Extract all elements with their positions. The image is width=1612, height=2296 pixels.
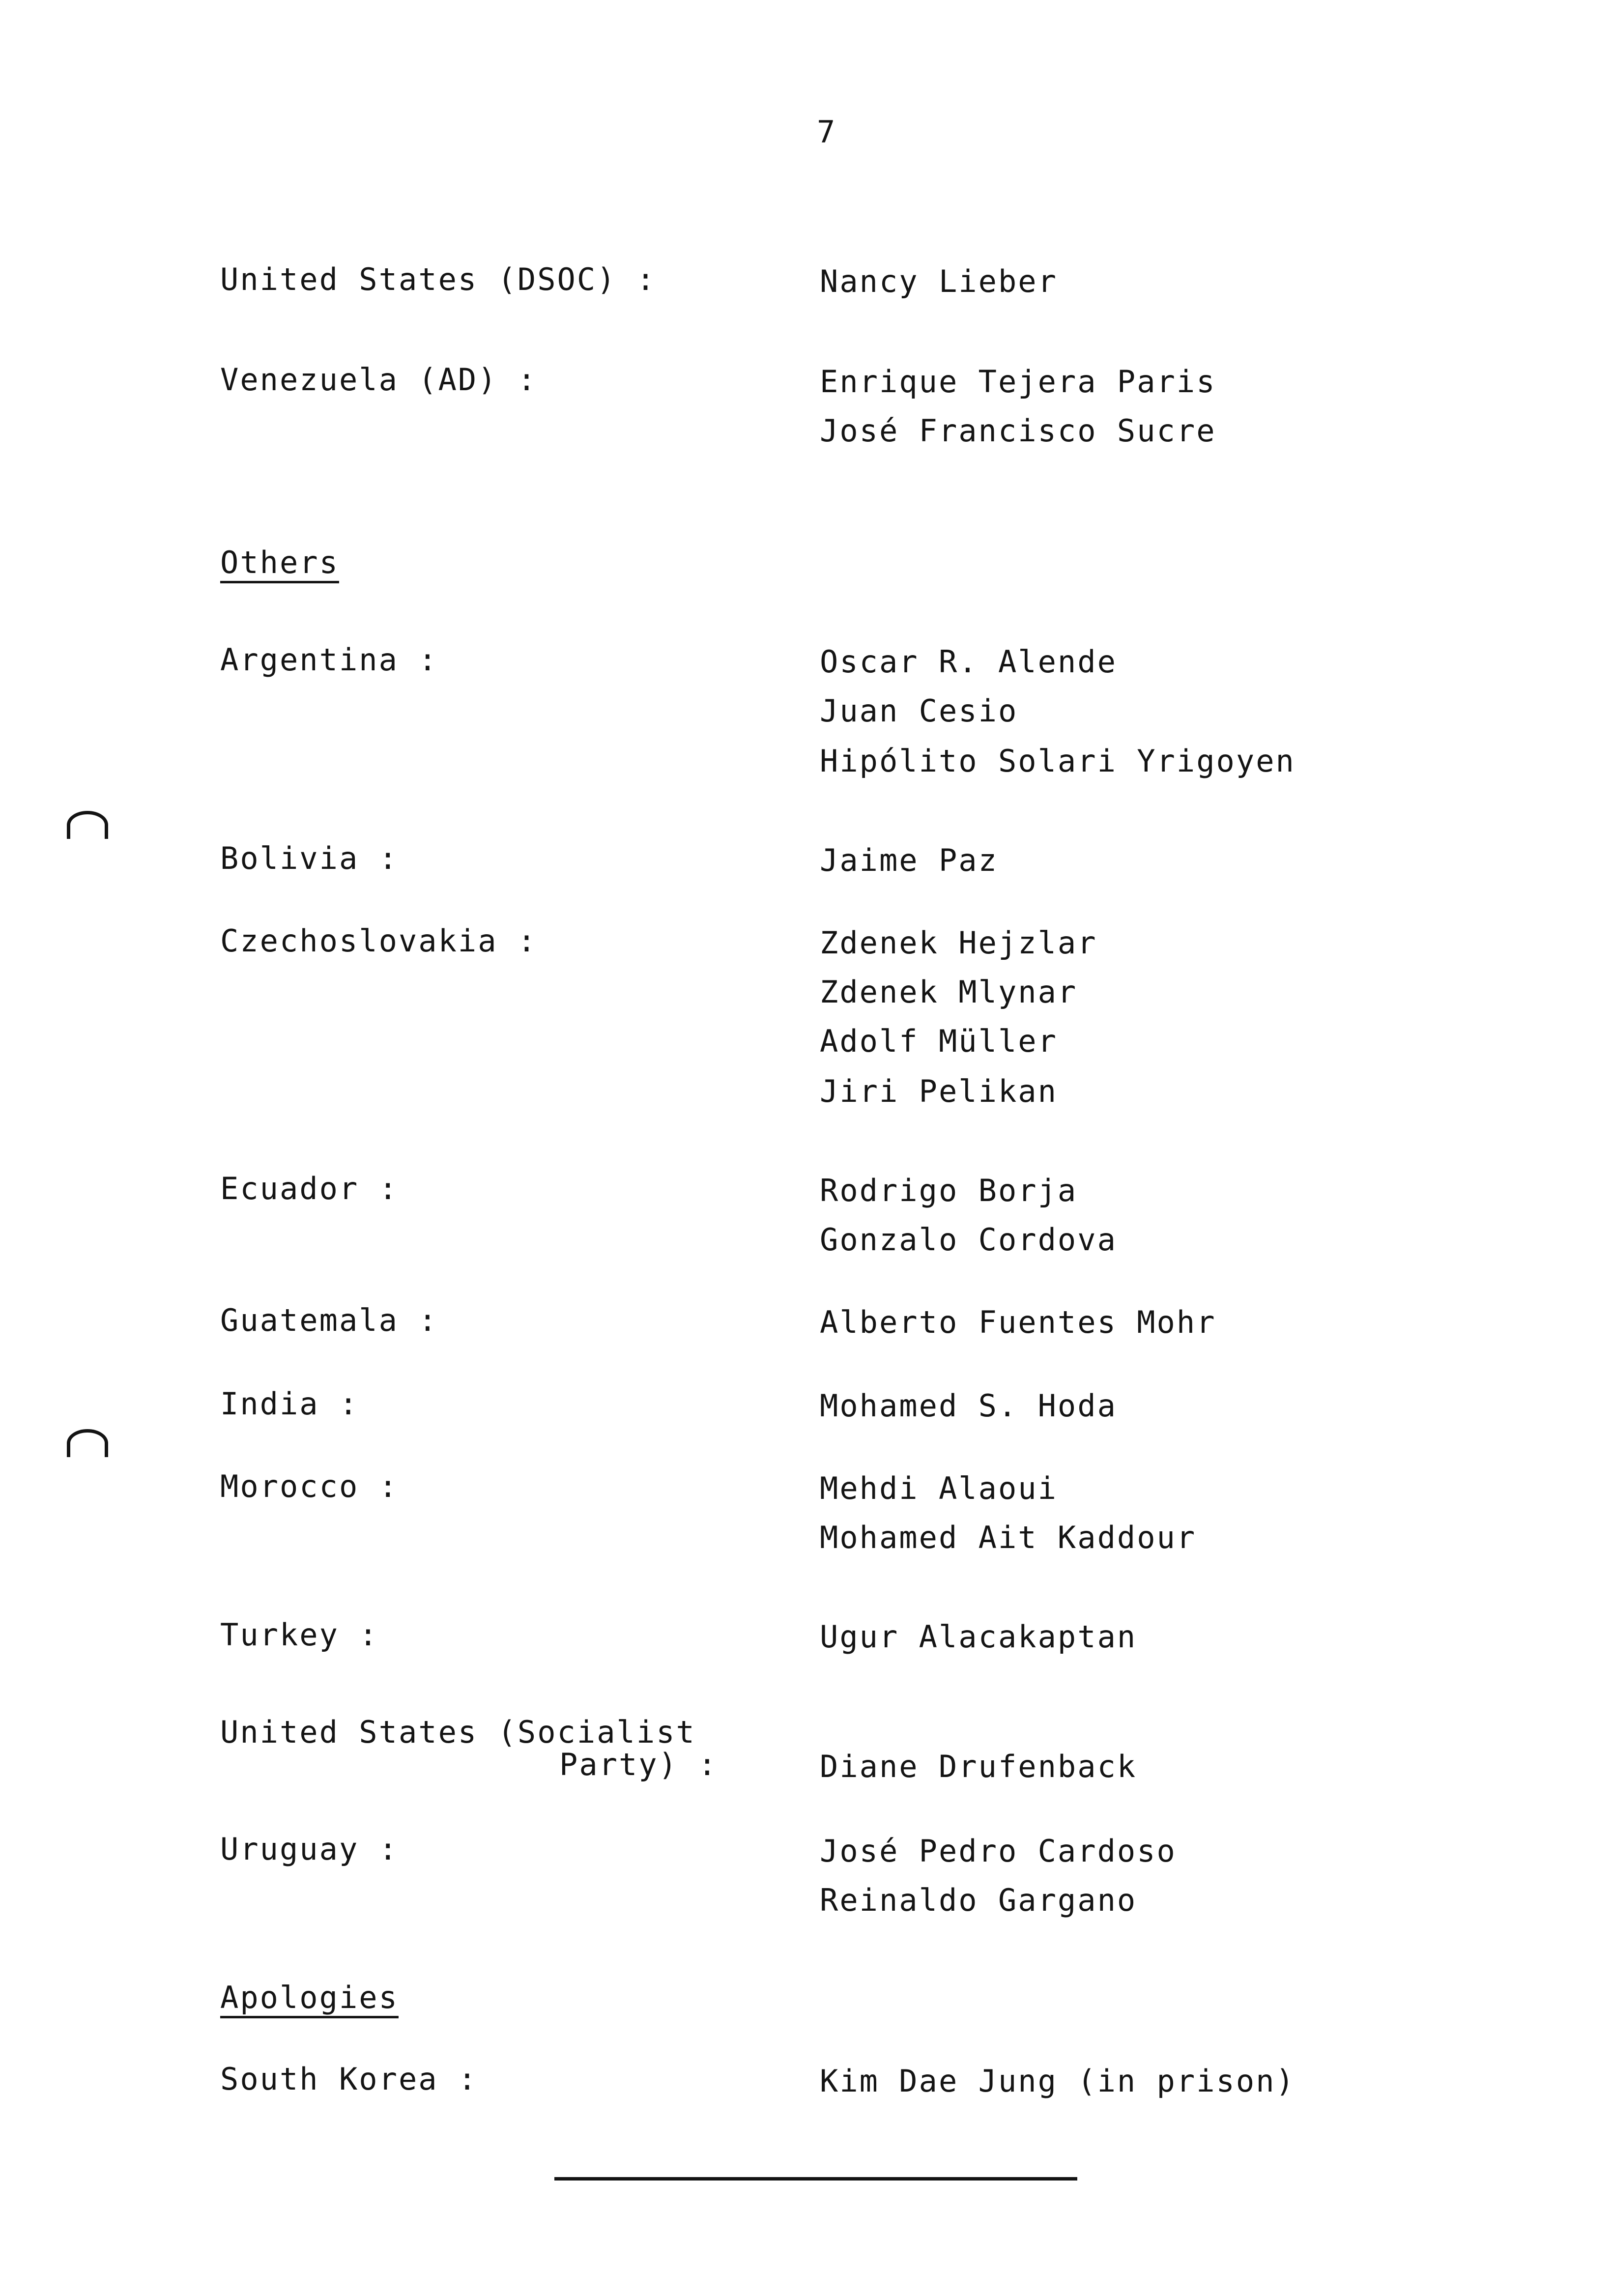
country-label-guatemala: Guatemala : (220, 1302, 438, 1338)
country-label-india: India : (220, 1386, 359, 1422)
delegate-name: Reinaldo Gargano (820, 1882, 1137, 1918)
country-label-uruguay: Uruguay : (220, 1831, 399, 1867)
delegate-name: Alberto Fuentes Mohr (820, 1304, 1216, 1340)
country-label-morocco: Morocco : (220, 1468, 399, 1504)
country-label-us-socialist: United States (Socialist (220, 1714, 696, 1750)
country-label-us-dsoc: United States (DSOC) : (220, 261, 657, 297)
section-heading-apologies: Apologies (220, 1980, 399, 2015)
country-label-bolivia: Bolivia : (220, 840, 399, 876)
country-label-ecuador: Ecuador : (220, 1171, 399, 1206)
country-label-south-korea: South Korea : (220, 2061, 478, 2097)
delegate-name: Nancy Lieber (820, 263, 1058, 299)
delegate-name: Diane Drufenback (820, 1749, 1137, 1784)
delegate-name: Kim Dae Jung (in prison) (820, 2063, 1295, 2099)
delegate-name: Ugur Alacakaptan (820, 1619, 1137, 1655)
closing-rule (554, 2177, 1077, 2181)
delegate-name: José Francisco Sucre (820, 413, 1216, 449)
delegate-name: Mehdi Alaoui (820, 1470, 1058, 1506)
delegate-name: Zdenek Mlynar (820, 974, 1078, 1010)
page-number: 7 (817, 114, 835, 150)
delegate-name: Jaime Paz (820, 842, 998, 878)
section-heading-others: Others (220, 545, 339, 580)
delegate-name: Oscar R. Alende (820, 644, 1117, 680)
delegate-name: Hipólito Solari Yrigoyen (820, 743, 1295, 779)
delegate-name: Gonzalo Cordova (820, 1222, 1117, 1258)
delegate-name: Enrique Tejera Paris (820, 364, 1216, 400)
delegate-name: Jiri Pelikan (820, 1073, 1058, 1109)
delegate-name: Juan Cesio (820, 693, 1018, 729)
country-label-czechoslovakia: Czechoslovakia : (220, 923, 538, 959)
country-label-venezuela: Venezuela (AD) : (220, 362, 538, 398)
country-label-turkey: Turkey : (220, 1617, 379, 1653)
country-label-us-socialist-cont: Party) : (559, 1747, 718, 1782)
delegate-name: Mohamed S. Hoda (820, 1388, 1117, 1424)
country-label-argentina: Argentina : (220, 642, 438, 678)
punch-hole-mark (67, 811, 108, 839)
delegate-name: Mohamed Ait Kaddour (820, 1520, 1197, 1555)
delegate-name: Zdenek Hejzlar (820, 925, 1097, 961)
punch-hole-mark (67, 1429, 108, 1457)
delegate-name: Rodrigo Borja (820, 1173, 1078, 1208)
delegate-name: Adolf Müller (820, 1023, 1058, 1059)
delegate-name: José Pedro Cardoso (820, 1833, 1177, 1869)
